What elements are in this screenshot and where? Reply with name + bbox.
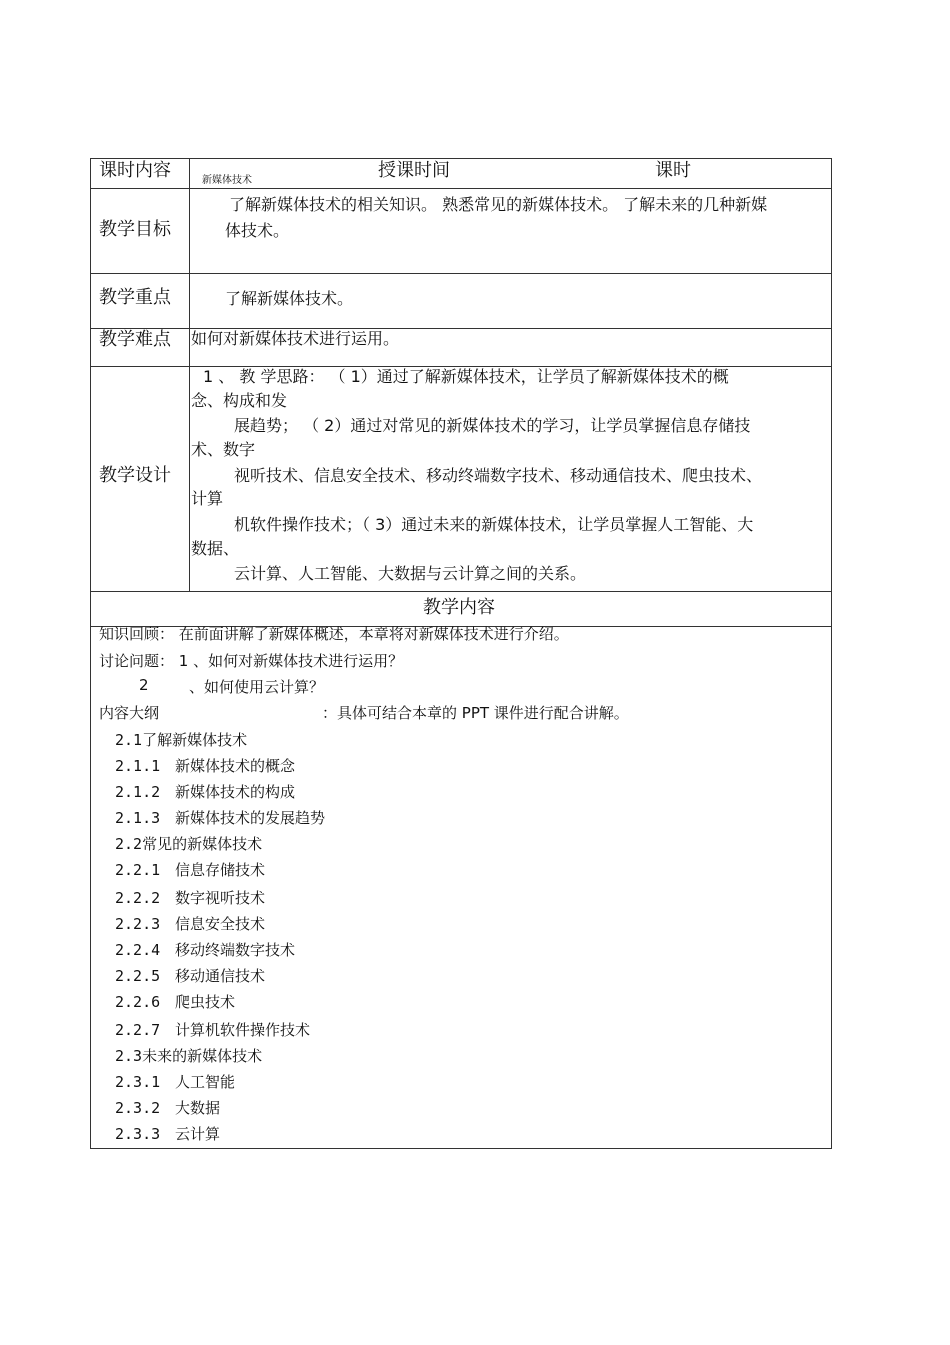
design-line: 念、构成和发 [191, 391, 288, 410]
outline-item [115, 1071, 235, 1092]
outline-item-title: 云计算 [175, 1125, 221, 1143]
outline-item-title: 人工智能 [175, 1073, 236, 1091]
outline-item-title: 新媒体技术的构成 [175, 783, 296, 801]
label-objectives: 教学目标 [99, 219, 171, 240]
outline-item-number: 2.2.1 [115, 861, 161, 879]
design-line: 1 、 教 学思路： （ 1）通过了解新媒体技术，让学员了解新媒体技术的概 [203, 367, 729, 386]
design-line: 视听技术、信息安全技术、移动终端数字技术、移动通信技术、爬虫技术、 [234, 466, 763, 485]
objectives-line-2: 体技术。 [225, 221, 290, 240]
outline-item-title: 数字视听技术 [175, 889, 266, 907]
column-divider [189, 159, 190, 591]
outline-item-title: 爬虫技术 [175, 993, 236, 1011]
outline-item [115, 965, 265, 986]
label-key-points: 教学重点 [99, 287, 171, 308]
outline-item [115, 755, 295, 776]
outline-item-number: 2.1.3 [115, 809, 161, 827]
outline-item-number: 2.2.5 [115, 967, 161, 985]
outline-item [115, 807, 325, 828]
outline-item-number: 2.2.6 [115, 993, 161, 1011]
row-divider [91, 591, 831, 592]
label-lesson-content: 课时内容 [99, 160, 171, 181]
difficulties-text: 如何对新媒体技术进行运用。 [191, 329, 400, 348]
outline-item-number: 2.2.7 [115, 1021, 161, 1039]
outline-item [115, 1123, 220, 1144]
discussion-question-2-text: 、如何使用云计算？ [189, 678, 325, 696]
outline-item-title: 信息存储技术 [175, 861, 266, 879]
outline-item-title: 信息安全技术 [175, 915, 266, 933]
design-line: 计算 [191, 489, 224, 508]
outline-item [115, 729, 247, 750]
outline-item-number: 2.3.1 [115, 1073, 161, 1091]
outline-item [115, 1019, 310, 1040]
lesson-plan-table [90, 158, 832, 1149]
outline-item-number: 2.2.3 [115, 915, 161, 933]
outline-item [115, 939, 295, 960]
outline-item-number: 2.1.1 [115, 757, 161, 775]
outline-item-number: 2.2.4 [115, 941, 161, 959]
outline-item [115, 913, 265, 934]
outline-item-number: 2.3 [115, 1047, 143, 1065]
outline-item [115, 1097, 220, 1118]
outline-item-title: 大数据 [175, 1099, 221, 1117]
outline-item-title: 计算机软件操作技术 [175, 1021, 311, 1039]
label-lesson-time: 授课时间 [378, 160, 450, 181]
outline-item-number: 2.1.2 [115, 783, 161, 801]
outline-item-title: 常见的新媒体技术 [142, 835, 263, 853]
outline-text: ：具体可结合本章的 PPT 课件进行配合讲解。 [322, 704, 629, 722]
discussion-question-2-number: 2 [139, 676, 149, 694]
design-line: 术、数字 [191, 440, 256, 459]
outline-item-title: 移动通信技术 [175, 967, 266, 985]
lesson-content-value: 新媒体技术 [202, 175, 252, 186]
outline-item-number: 2.2.2 [115, 889, 161, 907]
design-line: 机软件操作技术；（ 3）通过未来的新媒体技术，让学员掌握人工智能、大 [234, 515, 754, 534]
objectives-line-1: 了解新媒体技术的相关知识。 熟悉常见的新媒体技术。 了解未来的几种新媒 [229, 195, 768, 214]
outline-item [115, 887, 265, 908]
design-line: 数据、 [191, 539, 240, 558]
outline-item-title: 新媒体技术的发展趋势 [175, 809, 326, 827]
discussion-question-1: 讨论问题： 1 、如何对新媒体技术进行运用？ [99, 652, 404, 670]
design-line: 云计算、人工智能、大数据与云计算之间的关系。 [234, 564, 587, 583]
outline-item-title: 未来的新媒体技术 [142, 1047, 263, 1065]
row-divider [91, 273, 831, 274]
design-line: 展趋势； （ 2）通过对常见的新媒体技术的学习，让学员掌握信息存储技 [234, 416, 751, 435]
outline-item [115, 781, 295, 802]
knowledge-review: 知识回顾： 在前面讲解了新媒体概述，本章将对新媒体技术进行介绍。 [99, 625, 569, 643]
outline-label: 内容大纲 [99, 704, 160, 722]
content-heading: 教学内容 [423, 597, 495, 618]
outline-item [115, 1045, 262, 1066]
outline-item-number: 2.2 [115, 835, 143, 853]
outline-item [115, 991, 235, 1012]
key-points-text: 了解新媒体技术。 [225, 289, 354, 308]
outline-item-title: 了解新媒体技术 [142, 731, 248, 749]
outline-item-number: 2.1 [115, 731, 143, 749]
outline-item-number: 2.3.3 [115, 1125, 161, 1143]
outline-item-number: 2.3.2 [115, 1099, 161, 1117]
label-lesson-hours: 课时 [655, 160, 691, 181]
label-difficulties: 教学难点 [99, 329, 171, 350]
outline-item [115, 833, 262, 854]
outline-item-title: 移动终端数字技术 [175, 941, 296, 959]
label-design: 教学设计 [99, 465, 171, 486]
outline-item-title: 新媒体技术的概念 [175, 757, 296, 775]
outline-item [115, 859, 265, 880]
row-divider [91, 188, 831, 189]
